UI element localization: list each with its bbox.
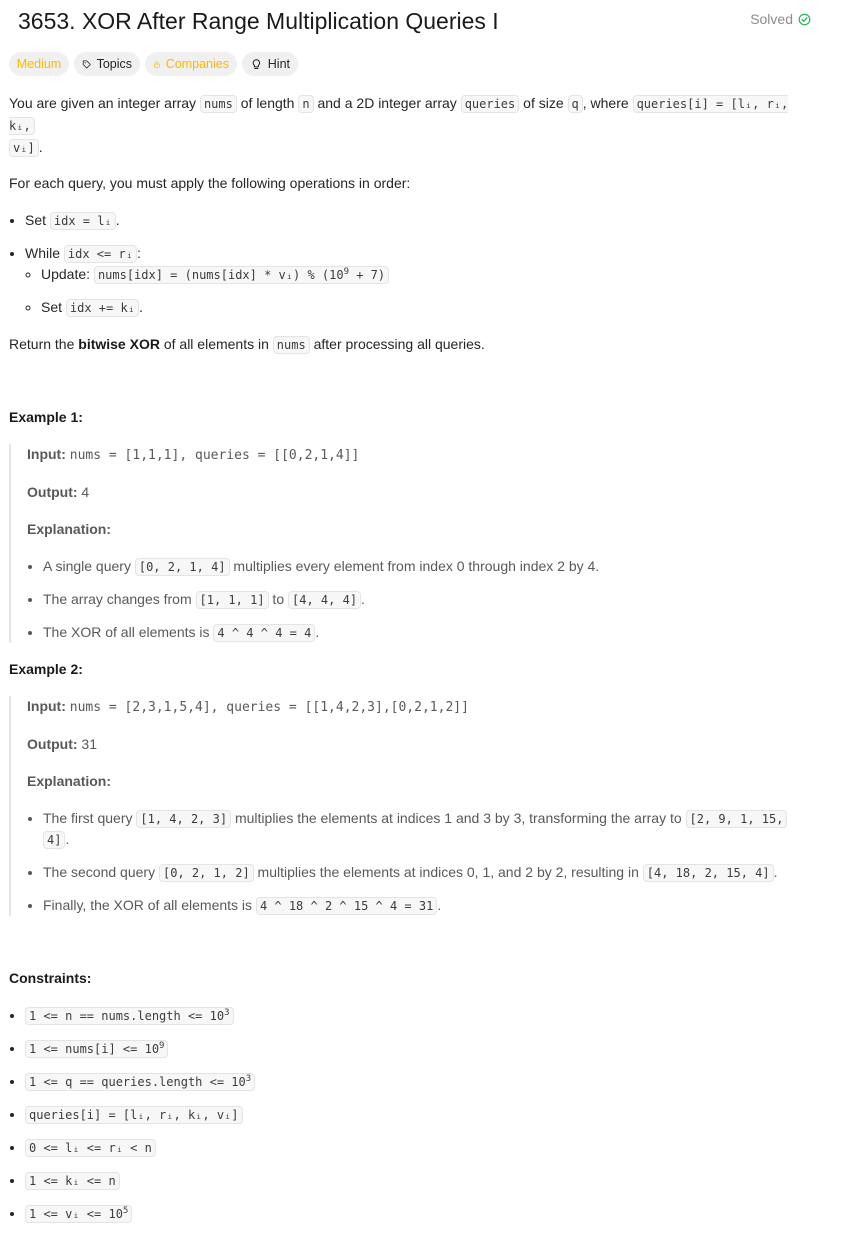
example-input xyxy=(27,444,809,466)
list-item xyxy=(25,210,809,231)
superscript: 9 xyxy=(343,267,349,277)
topics-button[interactable] xyxy=(74,52,140,76)
bold-text: bitwise XOR xyxy=(78,336,160,352)
text: . xyxy=(437,897,442,913)
inline-code: [4, 4, 4] xyxy=(288,591,361,609)
description-paragraph: For each query, you must apply the following operations in order: xyxy=(9,175,411,191)
text: The XOR of all elements is xyxy=(43,624,214,640)
inline-code: 4 ^ 18 ^ 2 ^ 15 ^ 4 = 31 xyxy=(256,897,437,915)
text: and a 2D integer array xyxy=(313,95,461,111)
code-text: + 7) xyxy=(349,268,386,282)
constraint-item xyxy=(25,1071,809,1092)
list-item xyxy=(25,243,809,318)
output-value: 31 xyxy=(81,736,97,752)
text: The second query xyxy=(43,864,159,880)
output-label: Output: xyxy=(27,484,78,500)
tag-row xyxy=(9,52,298,76)
inline-code: [0, 2, 1, 2] xyxy=(159,864,254,882)
check-circle-icon xyxy=(798,13,811,26)
text: , where xyxy=(582,95,633,111)
text: . xyxy=(138,299,143,315)
example-output xyxy=(27,734,809,755)
text: Return the xyxy=(9,336,79,352)
inline-code: n xyxy=(298,95,313,113)
text: The array changes from xyxy=(43,591,196,607)
example-2-heading xyxy=(9,659,809,680)
inline-code: [4, 18, 2, 15, 4] xyxy=(643,864,774,882)
example-output xyxy=(27,482,809,503)
superscript: 5 xyxy=(122,1206,129,1216)
text: Set xyxy=(25,212,50,228)
superscript: 3 xyxy=(245,1074,252,1084)
page-title: 3653. XOR After Range Multiplication Queries I xyxy=(18,8,499,34)
list-item xyxy=(43,808,809,850)
text: . xyxy=(115,212,120,228)
list-item xyxy=(43,556,809,577)
code-text: 1 <= nums[i] <= 10 xyxy=(29,1042,160,1056)
constraint-item xyxy=(25,1005,809,1026)
description-paragraph xyxy=(9,334,809,355)
hint-button[interactable] xyxy=(242,52,298,76)
list-item xyxy=(43,622,809,643)
topics-label: Topics xyxy=(96,56,132,71)
solved-status xyxy=(750,9,811,30)
input-value: nums = [1,1,1], queries = [[0,2,1,4]] xyxy=(69,448,360,463)
inline-code: 4 ^ 4 ^ 4 = 4 xyxy=(213,624,315,642)
text: . xyxy=(773,864,778,880)
list-item xyxy=(43,862,809,883)
text: While xyxy=(25,245,64,261)
input-value: nums = [2,3,1,5,4], queries = [[1,4,2,3],[0,2,1,2]] xyxy=(69,700,469,715)
list-item xyxy=(41,297,809,318)
inline-code: queries[i] = [lᵢ, rᵢ, kᵢ, vᵢ] xyxy=(25,1106,243,1124)
difficulty-label: Medium xyxy=(16,56,62,71)
text: of size xyxy=(519,95,568,111)
text: Update: xyxy=(41,266,94,282)
code-text: 1 <= n == nums.length <= 10 xyxy=(29,1009,225,1023)
inline-code: 0 <= lᵢ <= rᵢ < n xyxy=(25,1139,156,1157)
inline-code: idx += kᵢ xyxy=(66,299,139,317)
example-1-block xyxy=(9,444,809,643)
constraints-heading xyxy=(9,968,809,989)
example-explanation-label xyxy=(27,519,809,540)
constraints-label: Constraints: xyxy=(9,970,92,986)
input-label: Input: xyxy=(27,446,66,462)
explanation-label: Explanation: xyxy=(27,521,112,537)
companies-button[interactable] xyxy=(145,52,237,76)
inline-code: 1 <= kᵢ <= n xyxy=(25,1172,120,1190)
nested-list xyxy=(25,264,809,318)
list-item xyxy=(43,895,809,916)
list-item xyxy=(41,264,809,285)
inline-code: idx = lᵢ xyxy=(50,212,116,230)
text: after processing all queries. xyxy=(309,336,485,352)
text: multiplies every element from index 0 through index 2 by 4. xyxy=(229,558,600,574)
example-label: Example 1: xyxy=(9,409,83,425)
text: You are given an integer array xyxy=(9,95,200,111)
text: of all elements in xyxy=(159,336,273,352)
text: . xyxy=(38,139,43,155)
lightbulb-icon xyxy=(250,58,263,71)
inline-code: [2, 9, 1, 15, xyxy=(686,810,788,828)
inline-code xyxy=(25,1040,168,1058)
text: multiplies the elements at indices 1 and 3 by 3, transforming the array to xyxy=(231,810,686,826)
hint-label: Hint xyxy=(267,56,290,71)
inline-code: [0, 2, 1, 4] xyxy=(135,558,230,576)
inline-code: nums xyxy=(273,336,310,354)
constraint-item xyxy=(25,1137,809,1158)
companies-label: Companies xyxy=(165,56,229,71)
list-item xyxy=(43,589,809,610)
problem-description xyxy=(9,92,809,1224)
inline-code: idx <= rᵢ xyxy=(64,245,137,263)
input-label: Input: xyxy=(27,698,66,714)
inline-code: [1, 1, 1] xyxy=(196,591,269,609)
description-paragraph xyxy=(9,92,809,158)
code-text: nums[idx] = (nums[idx] * vᵢ) % (10 xyxy=(97,268,344,282)
text: : xyxy=(136,245,141,261)
solved-label: Solved xyxy=(750,11,793,27)
explanation-list xyxy=(27,808,809,916)
text: . xyxy=(65,831,70,847)
inline-code: vᵢ] xyxy=(9,139,39,157)
text: Set xyxy=(41,299,66,315)
text: The first query xyxy=(43,810,137,826)
constraint-item xyxy=(25,1038,809,1059)
tag-icon xyxy=(82,58,92,71)
inline-code: 4] xyxy=(43,831,65,849)
constraint-item xyxy=(25,1104,809,1125)
text: . xyxy=(315,624,320,640)
text: to xyxy=(268,591,289,607)
difficulty-badge xyxy=(9,52,69,76)
inline-code: nums xyxy=(200,95,237,113)
example-label: Example 2: xyxy=(9,661,83,677)
lock-icon xyxy=(153,58,161,71)
text: A single query xyxy=(43,558,135,574)
constraints-list xyxy=(9,1005,809,1224)
code-text: 1 <= q == queries.length <= 10 xyxy=(29,1075,246,1089)
inline-code xyxy=(94,266,389,284)
constraint-item xyxy=(25,1203,809,1224)
constraint-item xyxy=(25,1170,809,1191)
operations-list xyxy=(9,210,809,318)
explanation-list xyxy=(27,556,809,643)
inline-code xyxy=(25,1205,132,1223)
inline-code xyxy=(25,1073,255,1091)
text: Finally, the XOR of all elements is xyxy=(43,897,256,913)
explanation-label: Explanation: xyxy=(27,773,112,789)
text: of length xyxy=(236,95,299,111)
output-label: Output: xyxy=(27,736,78,752)
superscript: 9 xyxy=(159,1041,165,1051)
example-input xyxy=(27,696,809,718)
superscript: 3 xyxy=(224,1008,230,1018)
text: . xyxy=(361,591,365,607)
inline-code xyxy=(25,1007,234,1025)
code-text: 1 <= vᵢ <= 10 xyxy=(29,1207,123,1221)
inline-code: q xyxy=(568,95,583,113)
example-explanation-label xyxy=(27,771,809,792)
inline-code: queries xyxy=(461,95,520,113)
example-2-block xyxy=(9,696,809,916)
inline-code: queries[i] = [lᵢ, rᵢ, kᵢ, xyxy=(9,97,789,133)
text: multiplies the elements at indices 0, 1, and 2 by 2, resulting in xyxy=(253,864,643,880)
inline-code: [1, 4, 2, 3] xyxy=(136,810,231,828)
output-value: 4 xyxy=(81,484,90,500)
example-1-heading xyxy=(9,407,809,428)
